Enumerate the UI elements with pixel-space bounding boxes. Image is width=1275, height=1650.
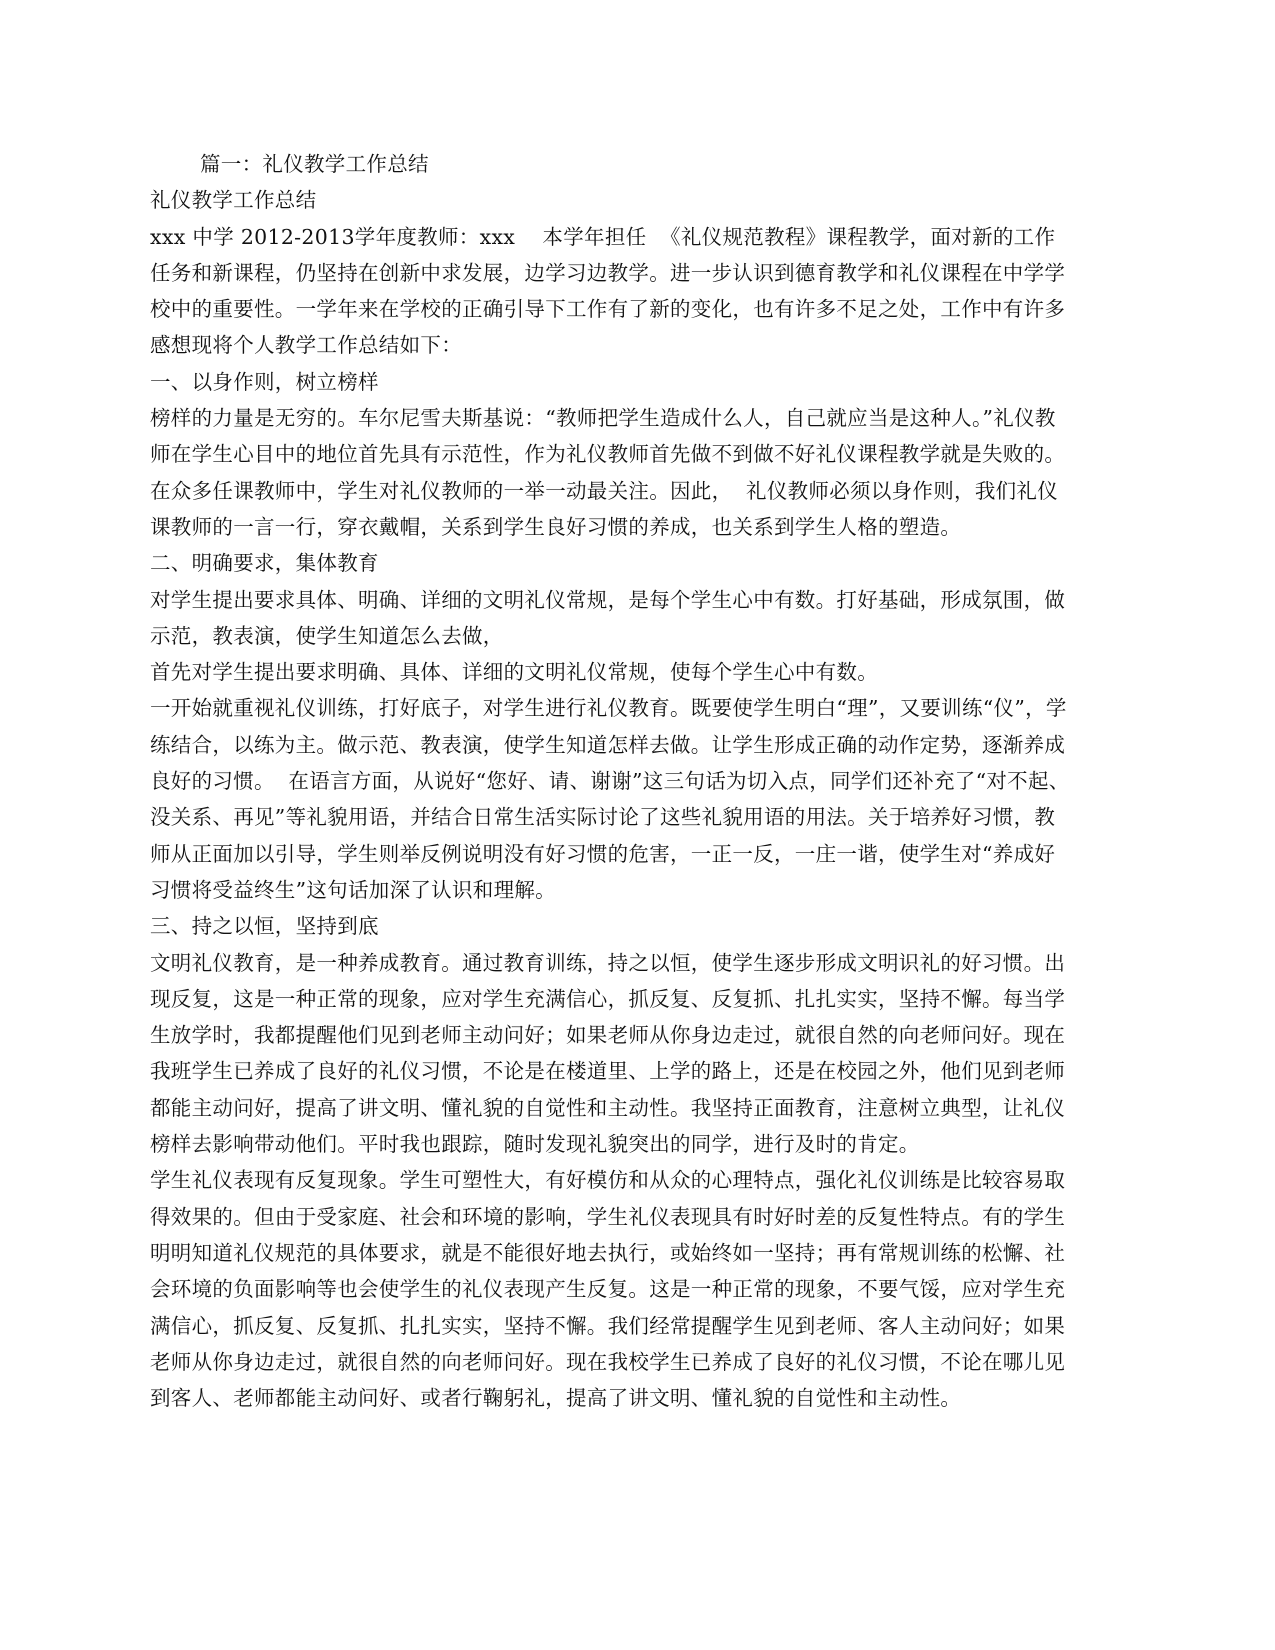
text-line: 现反复，这是一种正常的现象，应对学生充满信心，抓反复、反复抓、扎扎实实，坚持不懈。每当学 — [150, 986, 1066, 1011]
text-line: 没关系、再见”等礼貌用语，并结合日常生活实际讨论了这些礼貌用语的用法。关于培养好习惯，教 — [150, 805, 1056, 830]
text-line: 老师从你身边走过，就很自然的向老师问好。现在我校学生已养成了良好的礼仪习惯，不论在哪儿见 — [150, 1349, 1066, 1374]
text-line: 首先对学生提出要求明确、具体、详细的文明礼仪常规，使每个学生心中有数。 — [150, 660, 878, 685]
text-line: 任务和新课程，仍坚持在创新中求发展，边学习边教学。进一步认识到德育教学和礼仪课程在中学学 — [150, 260, 1066, 285]
text-line: 都能主动问好，提高了讲文明、懂礼貌的自觉性和主动性。我坚持正面教育，注意树立典型，让礼仪 — [150, 1095, 1066, 1120]
text-line: 生放学时，我都提醒他们见到老师主动问好；如果老师从你身边走过，就很自然的向老师问好。现在 — [150, 1023, 1066, 1048]
text-line: 示范，教表演，使学生知道怎么去做， — [150, 623, 504, 648]
text-line: 满信心，抓反复、反复抓、扎扎实实，坚持不懈。我们经常提醒学生见到老师、客人主动问好；如果 — [150, 1313, 1066, 1338]
subheading: 二、明确要求，集体教育 — [150, 551, 379, 576]
text-line: 师从正面加以引导，学生则举反例说明没有好习惯的危害，一正一反，一庄一谐，使学生对“养成好 — [150, 841, 1056, 866]
text-line: 练结合，以练为主。做示范、教表演，使学生知道怎样去做。让学生形成正确的动作定势，逐渐养成 — [150, 732, 1066, 757]
text-line: 良好的习惯。 在语言方面，从说好“您好、请、谢谢”这三句话为切入点，同学们还补充了“对不起、 — [150, 769, 1070, 794]
text-line: 文明礼仪教育，是一种养成教育。通过教育训练，持之以恒，使学生逐步形成文明识礼的好习惯。出 — [150, 950, 1066, 975]
text-line: 得效果的。但由于受家庭、社会和环境的影响，学生礼仪表现具有时好时差的反复性特点。有的学生 — [150, 1204, 1066, 1229]
text-line: 在众多任课教师中，学生对礼仪教师的一举一动最关注。因此， 礼仪教师必须以身作则，我们礼仪 — [150, 478, 1059, 503]
text-line: 师在学生心目中的地位首先具有示范性，作为礼仪教师首先做不到做不好礼仪课程教学就是失败的。 — [150, 442, 1066, 467]
text-line: 习惯将受益终生”这句话加深了认识和理解。 — [150, 877, 556, 902]
text-line: 榜样去影响带动他们。平时我也跟踪，随时发现礼貌突出的同学，进行及时的肯定。 — [150, 1132, 920, 1157]
section-heading: 篇一：礼仪教学工作总结 — [200, 152, 429, 176]
text-line: 校中的重要性。一学年来在学校的正确引导下工作有了新的变化，也有许多不足之处，工作中有许多 — [150, 297, 1066, 322]
subheading: 一、以身作则，树立榜样 — [150, 369, 379, 394]
document-title: 礼仪教学工作总结 — [150, 188, 317, 213]
text-line: 学生礼仪表现有反复现象。学生可塑性大，有好模仿和从众的心理特点，强化礼仪训练是比较容易取 — [150, 1168, 1066, 1193]
text-line: 一开始就重视礼仪训练，打好底子，对学生进行礼仪教育。既要使学生明白“理”，又要训练“仪”，学 — [150, 696, 1067, 721]
text-line: 课教师的一言一行，穿衣戴帽，关系到学生良好习惯的养成，也关系到学生人格的塑造。 — [150, 514, 962, 539]
text-line: 到客人、老师都能主动问好、或者行鞠躬礼，提高了讲文明、懂礼貌的自觉性和主动性。 — [150, 1386, 962, 1411]
text-line: 明明知道礼仪规范的具体要求，就是不能很好地去执行，或始终如一坚持；再有常规训练的松懈、社 — [150, 1240, 1066, 1265]
text-line: 榜样的力量是无穷的。车尔尼雪夫斯基说：“教师把学生造成什么人，自己就应当是这种人。”礼仪教 — [150, 406, 1056, 431]
document-body — [150, 146, 1120, 1416]
subheading: 三、持之以恒，坚持到底 — [150, 914, 379, 939]
text-line: 感想现将个人教学工作总结如下： — [150, 333, 462, 358]
text-line: 会环境的负面影响等也会使学生的礼仪表现产生反复。这是一种正常的现象，不要气馁，应对学生充 — [150, 1277, 1066, 1302]
text-line: 对学生提出要求具体、明确、详细的文明礼仪常规，是每个学生心中有数。打好基础，形成氛围，做 — [150, 587, 1066, 612]
text-line: 我班学生已养成了良好的礼仪习惯，不论是在楼道里、上学的路上，还是在校园之外，他们见到老师 — [150, 1059, 1066, 1084]
text-line: xxx 中学 2012-2013学年度教师：xxx 本学年担任 《礼仪规范教程》课程教学，面对新的工作 — [150, 224, 1056, 249]
